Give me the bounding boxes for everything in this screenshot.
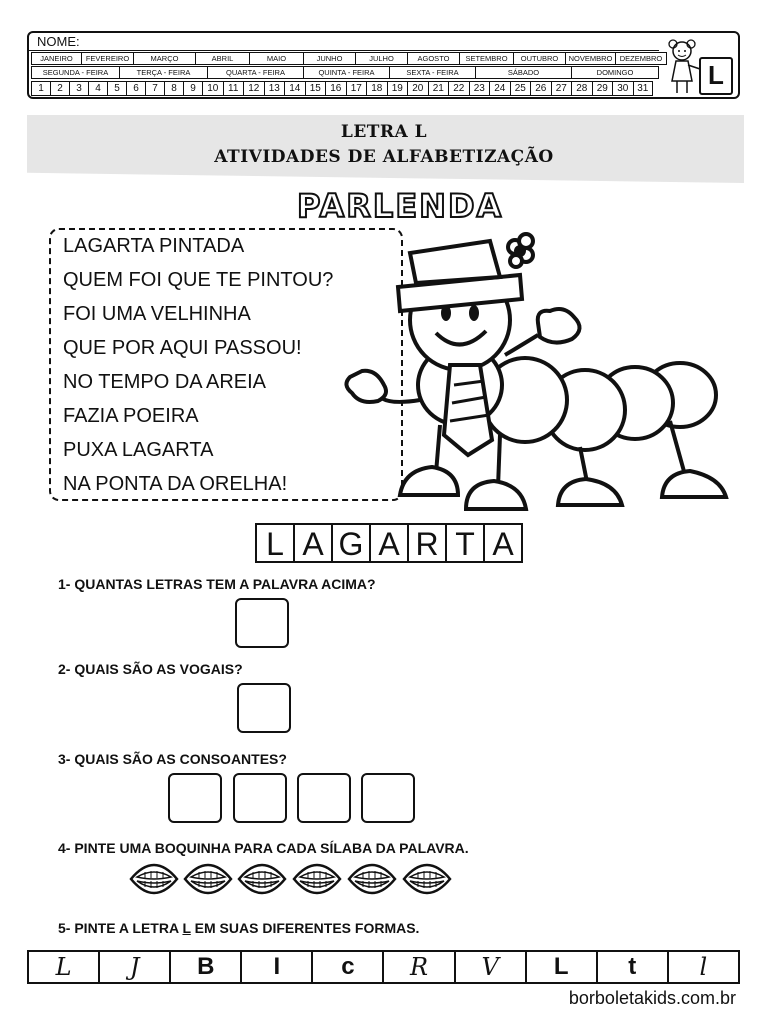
word-letter: R <box>407 523 447 563</box>
letter-cell[interactable]: I <box>242 952 313 982</box>
day-cell[interactable]: 19 <box>387 81 408 96</box>
day-cell[interactable]: 23 <box>469 81 490 96</box>
day-cell[interactable]: 20 <box>407 81 428 96</box>
letter-cell[interactable]: R <box>384 952 455 982</box>
mouth-icon[interactable] <box>237 857 287 901</box>
answer-box-q1[interactable] <box>235 598 289 648</box>
day-cell[interactable]: 13 <box>264 81 285 96</box>
letter-strip <box>27 950 740 984</box>
word-letter: T <box>445 523 485 563</box>
letter-cell[interactable]: B <box>171 952 242 982</box>
month-cell[interactable]: DEZEMBRO <box>615 52 667 65</box>
day-cell[interactable]: 30 <box>612 81 633 96</box>
word-lagarta <box>255 523 521 563</box>
poem-line: FAZIA POEIRA <box>63 405 199 427</box>
weekdays-row <box>31 66 659 79</box>
page-title: LETRA L <box>340 122 428 142</box>
letter-cell[interactable]: l <box>699 953 708 981</box>
day-cell[interactable]: 14 <box>284 81 305 96</box>
month-cell[interactable]: MAIO <box>249 52 303 65</box>
poem-line: QUE POR AQUI PASSOU! <box>63 337 302 359</box>
letter-cell[interactable]: V <box>456 952 527 982</box>
day-cell[interactable]: 27 <box>551 81 572 96</box>
question-3: 3- QUAIS SÃO AS CONSOANTES? <box>58 751 287 767</box>
question-5-text-end: EM SUAS DIFERENTES FORMAS. <box>190 920 420 936</box>
day-cell[interactable]: 11 <box>223 81 244 96</box>
poem-line: NO TEMPO DA AREIA <box>63 371 267 393</box>
day-cell[interactable]: 5 <box>107 81 126 96</box>
mouth-icon[interactable] <box>347 857 397 901</box>
month-cell[interactable]: SETEMBRO <box>459 52 513 65</box>
weekday-cell[interactable]: SEGUNDA - FEIRA <box>31 66 119 79</box>
poem-line: LAGARTA PINTADA <box>63 235 245 257</box>
mouth-icon[interactable] <box>129 857 179 901</box>
day-cell[interactable]: 12 <box>243 81 264 96</box>
answer-box-q3[interactable] <box>168 773 222 823</box>
month-cell[interactable]: ABRIL <box>195 52 249 65</box>
name-field[interactable] <box>29 33 659 51</box>
word-letter: A <box>369 523 409 563</box>
poem-line: QUEM FOI QUE TE PINTOU? <box>63 269 334 291</box>
caterpillar-illustration <box>340 225 730 525</box>
month-cell[interactable]: JANEIRO <box>31 52 81 65</box>
mouth-icon[interactable] <box>402 857 452 901</box>
day-cell[interactable]: 6 <box>126 81 145 96</box>
month-cell[interactable]: JUNHO <box>303 52 355 65</box>
letter-card: L <box>699 57 733 95</box>
word-letter: A <box>293 523 333 563</box>
weekday-cell[interactable]: QUINTA - FEIRA <box>303 66 389 79</box>
day-cell[interactable]: 2 <box>50 81 69 96</box>
day-cell[interactable]: 28 <box>571 81 592 96</box>
day-cell[interactable]: 26 <box>530 81 551 96</box>
letter-cell[interactable]: L <box>527 952 598 982</box>
mouth-icon[interactable] <box>183 857 233 901</box>
month-cell[interactable]: MARÇO <box>133 52 195 65</box>
poem-line: NA PONTA DA ORELHA! <box>63 473 288 495</box>
month-cell[interactable]: FEVEREIRO <box>81 52 133 65</box>
question-1: 1- QUANTAS LETRAS TEM A PALAVRA ACIMA? <box>58 576 376 592</box>
day-cell[interactable]: 4 <box>88 81 107 96</box>
question-2: 2- QUAIS SÃO AS VOGAIS? <box>58 661 243 677</box>
months-row <box>31 52 667 65</box>
weekday-cell[interactable]: QUARTA - FEIRA <box>207 66 303 79</box>
day-cell[interactable]: 9 <box>183 81 202 96</box>
parlenda-heading: PARLENDA <box>297 187 504 225</box>
day-cell[interactable]: 1 <box>31 81 50 96</box>
word-letter: L <box>255 523 295 563</box>
poem-line: PUXA LAGARTA <box>63 439 214 461</box>
month-cell[interactable]: AGOSTO <box>407 52 459 65</box>
days-row <box>31 81 653 96</box>
day-cell[interactable]: 15 <box>305 81 326 96</box>
page-subtitle: ATIVIDADES DE ALFABETIZAÇÃO <box>214 147 554 167</box>
month-cell[interactable]: OUTUBRO <box>513 52 565 65</box>
answer-box-q3[interactable] <box>297 773 351 823</box>
word-letter: A <box>483 523 523 563</box>
answer-box-q3[interactable] <box>361 773 415 823</box>
weekday-cell[interactable]: SÁBADO <box>475 66 571 79</box>
day-cell[interactable]: 31 <box>633 81 654 96</box>
month-cell[interactable]: JULHO <box>355 52 407 65</box>
day-cell[interactable]: 8 <box>164 81 183 96</box>
question-5 <box>58 920 419 936</box>
poem-line: FOI UMA VELHINHA <box>63 303 251 325</box>
day-cell[interactable]: 18 <box>366 81 387 96</box>
weekday-cell[interactable]: DOMINGO <box>571 66 659 79</box>
answer-box-q2[interactable] <box>237 683 291 733</box>
letter-cell[interactable]: L <box>29 952 100 982</box>
day-cell[interactable]: 22 <box>448 81 469 96</box>
day-cell[interactable]: 24 <box>489 81 510 96</box>
letter-cell[interactable]: t <box>598 952 669 982</box>
word-letter: G <box>331 523 371 563</box>
day-cell[interactable]: 10 <box>202 81 223 96</box>
day-cell[interactable]: 29 <box>592 81 613 96</box>
day-cell[interactable]: 3 <box>69 81 88 96</box>
footer-website: borboletakids.com.br <box>568 988 736 1008</box>
answer-box-q3[interactable] <box>233 773 287 823</box>
weekday-cell[interactable]: TERÇA - FEIRA <box>119 66 207 79</box>
day-cell[interactable]: 17 <box>346 81 367 96</box>
letter-cell[interactable]: c <box>313 952 384 982</box>
question-4: 4- PINTE UMA BOQUINHA PARA CADA SÍLABA DA PALAVRA. <box>58 840 469 856</box>
month-cell[interactable]: NOVEMBRO <box>565 52 615 65</box>
day-cell[interactable]: 21 <box>428 81 449 96</box>
day-cell[interactable]: 7 <box>145 81 164 96</box>
header-box <box>27 31 740 99</box>
question-5-letter: L <box>182 920 191 936</box>
day-cell[interactable]: 16 <box>325 81 346 96</box>
mouth-icon[interactable] <box>292 857 342 901</box>
name-label: NOME: <box>37 34 80 49</box>
weekday-cell[interactable]: SEXTA - FEIRA <box>389 66 475 79</box>
question-5-text: 5- PINTE A LETRA <box>58 920 183 936</box>
day-cell[interactable]: 25 <box>510 81 531 96</box>
letter-cell[interactable]: J <box>100 952 171 982</box>
